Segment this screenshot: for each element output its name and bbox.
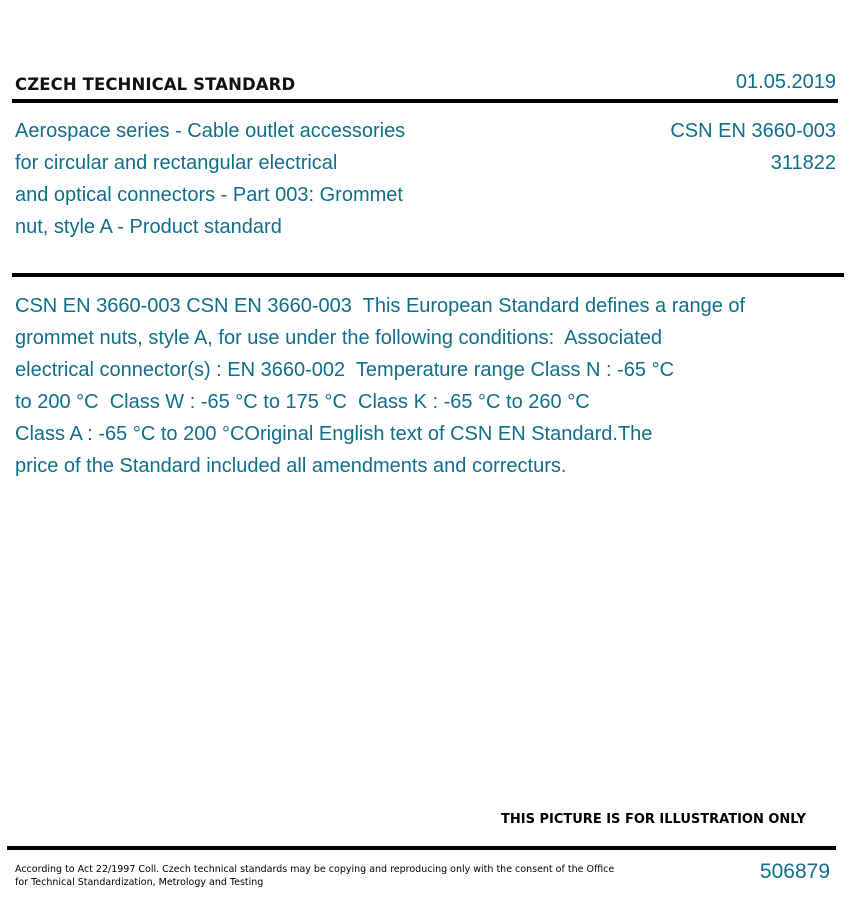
description-line: CSN EN 3660-003 CSN EN 3660-003 This European Standard defines a range of — [15, 295, 746, 317]
standard-code: CSN EN 3660-003 — [670, 120, 836, 142]
document-number: 506879 — [759, 860, 830, 883]
description-line: grommet nuts, style A, for use under the following conditions: Associated — [15, 327, 663, 349]
legal-notice — [15, 864, 615, 889]
header-divider — [12, 99, 838, 103]
standard-class-number: 311822 — [770, 152, 836, 174]
standard-title — [15, 115, 475, 243]
description-line: to 200 °C Class W : -65 °C to 175 °C Class K : -65 °C to 260 °C — [15, 391, 590, 413]
footer-divider — [7, 846, 836, 850]
publication-date: 01.05.2019 — [735, 71, 836, 93]
standard-description — [15, 290, 835, 482]
illustration-disclaimer: THIS PICTURE IS FOR ILLUSTRATION ONLY — [501, 812, 806, 827]
description-line: Class A : -65 °C to 200 °COriginal English text of CSN EN Standard.The — [15, 423, 653, 445]
description-line: electrical connector(s) : EN 3660-002 Temperature range Class N : -65 °C — [15, 359, 675, 381]
description-line: price of the Standard included all amendments and correcturs. — [15, 455, 567, 477]
legal-notice-line: According to Act 22/1997 Coll. Czech technical standards may be copying and reproducing only with the consent of the Office — [15, 864, 615, 875]
section-divider — [12, 273, 844, 277]
legal-notice-line: for Technical Standardization, Metrology and Testing — [15, 876, 264, 888]
document-category-title: CZECH TECHNICAL STANDARD — [15, 75, 296, 94]
standard-title-line: Aerospace series - Cable outlet accessories — [15, 120, 406, 142]
standard-title-line: for circular and rectangular electrical — [15, 152, 338, 174]
standard-title-line: nut, style A - Product standard — [15, 216, 282, 238]
standard-title-line: and optical connectors - Part 003: Grommet — [15, 184, 403, 206]
standard-identifiers — [670, 115, 836, 179]
